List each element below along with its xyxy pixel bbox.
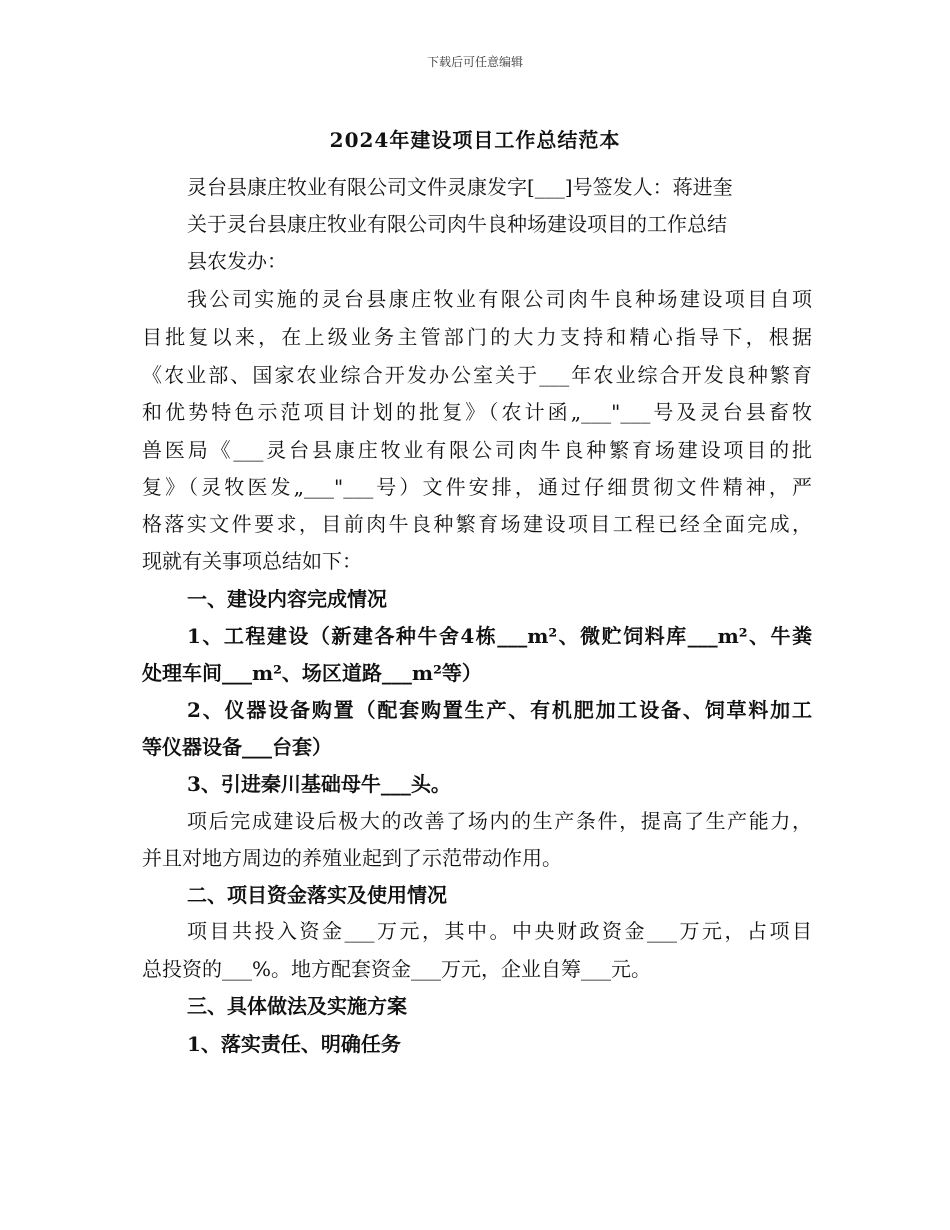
paragraph-line: 项目共投入资金___万元，其中。中央财政资金___万元，占项目: [187, 919, 812, 943]
section-heading-1: 一、建设内容完成情况: [187, 587, 387, 611]
paragraph-line: 复》（灵牧医发„___"___号）文件安排，通过仔细贯彻文件精神，严: [142, 475, 812, 499]
paragraph-line: 和优势特色示范项目计划的批复》（农计函„___"___号及灵台县畜牧: [142, 400, 812, 424]
list-item-3: 3、引进秦川基础母牛___头。: [187, 772, 451, 796]
paragraph-line: 目批复以来，在上级业务主管部门的大力支持和精心指导下，根据: [142, 325, 812, 349]
list-item-1-cont: 处理车间___m²、场区道路___m²等）: [142, 661, 482, 685]
paragraph-line: 现就有关事项总结如下：: [142, 549, 362, 573]
section-heading-2: 二、项目资金落实及使用情况: [187, 883, 447, 907]
paragraph-line: 并且对地方周边的养殖业起到了示范带动作用。: [142, 846, 562, 870]
paragraph-line: 兽医局《___灵台县康庄牧业有限公司肉牛良种繁育场建设项目的批: [142, 438, 812, 462]
document-subject-line: 关于灵台县康庄牧业有限公司肉牛良种场建设项目的工作总结: [187, 212, 727, 236]
section-heading-3: 三、具体做法及实施方案: [187, 994, 407, 1018]
document-title: 2024年建设项目工作总结范本: [329, 128, 621, 152]
paragraph-line: 我公司实施的灵台县康庄牧业有限公司肉牛良种场建设项目自项: [187, 287, 812, 311]
subsection-heading: 1、落实责任、明确任务: [187, 1032, 401, 1056]
paragraph-line: 格落实文件要求，目前肉牛良种繁育场建设项目工程已经全面完成，: [142, 512, 812, 536]
document-issuer-line: 灵台县康庄牧业有限公司文件灵康发字[___]号签发人：蒋进奎: [187, 175, 733, 199]
addressee-line: 县农发办：: [187, 249, 287, 273]
page-header-note: 下载后可任意编辑: [426, 55, 523, 69]
paragraph-line: 《农业部、国家农业综合开发办公室关于___年农业综合开发良种繁育: [142, 363, 812, 387]
paragraph-line: 总投资的___%。地方配套资金___万元，企业自筹___元。: [142, 957, 652, 981]
paragraph-line: 项后完成建设后极大的改善了场内的生产条件，提高了生产能力，: [187, 809, 812, 833]
list-item-2: 2、仪器设备购置（配套购置生产、有机肥加工设备、饲草料加工: [187, 698, 812, 722]
list-item-1: 1、工程建设（新建各种牛舍4栋___m²、微贮饲料库___m²、牛粪: [187, 624, 812, 648]
list-item-2-cont: 等仪器设备___台套）: [142, 735, 332, 759]
